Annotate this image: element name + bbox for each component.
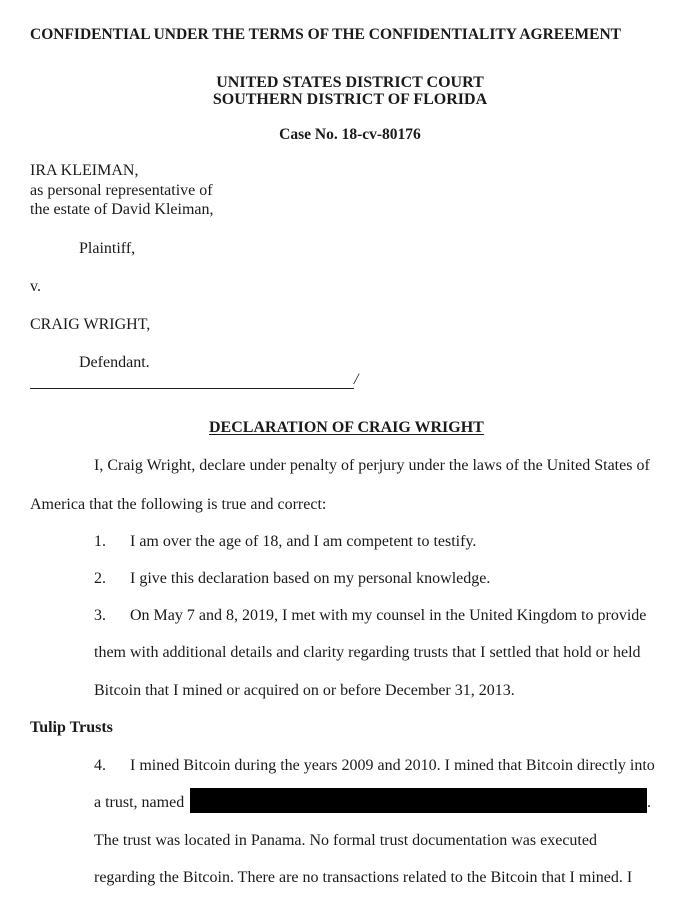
plaintiff-name: IRA KLEIMAN, bbox=[30, 162, 139, 179]
court-name-line1: UNITED STATES DISTRICT COURT bbox=[216, 74, 484, 91]
item-text-period: . bbox=[647, 794, 651, 811]
item-number: 4. bbox=[94, 757, 106, 774]
intro-line2: America that the following is true and correct: bbox=[30, 496, 327, 513]
plaintiff-description-line2: the estate of David Kleiman, bbox=[30, 201, 214, 218]
court-name-line2: SOUTHERN DISTRICT OF FLORIDA bbox=[212, 91, 488, 108]
redaction-box bbox=[190, 788, 647, 813]
item-text: I mined Bitcoin during the years 2009 and 2010. I mined that Bitcoin directly into bbox=[130, 757, 655, 774]
versus: v. bbox=[30, 278, 41, 295]
plaintiff-role: Plaintiff, bbox=[79, 240, 136, 257]
plaintiff-description-line1: as personal representative of bbox=[30, 182, 213, 199]
item-text: I give this declaration based on my personal knowledge. bbox=[130, 570, 491, 587]
defendant-name: CRAIG WRIGHT, bbox=[30, 316, 151, 333]
item-text-continued: Bitcoin that I mined or acquired on or before December 31, 2013. bbox=[94, 682, 515, 699]
caption-rule bbox=[30, 388, 354, 389]
item-number: 2. bbox=[94, 570, 106, 587]
item-text-continued: them with additional details and clarity regarding trusts that I settled that hold or held bbox=[94, 644, 641, 661]
section-heading-tulip-trusts: Tulip Trusts bbox=[30, 719, 113, 736]
item-number: 3. bbox=[94, 607, 106, 624]
case-number: Case No. 18-cv-80176 bbox=[279, 126, 421, 143]
item-text: I am over the age of 18, and I am competent to testify. bbox=[130, 533, 477, 550]
item-text: On May 7 and 8, 2019, I met with my counsel in the United Kingdom to provide bbox=[130, 607, 647, 624]
intro-line1: I, Craig Wright, declare under penalty of perjury under the laws of the United States of bbox=[94, 457, 650, 474]
defendant-role: Defendant. bbox=[79, 354, 150, 371]
item-text-continued: a trust, named bbox=[94, 794, 185, 811]
item-text-continued: regarding the Bitcoin. There are no transactions related to the Bitcoin that I mined. I bbox=[94, 869, 633, 886]
item-text-continued: The trust was located in Panama. No formal trust documentation was executed bbox=[94, 832, 597, 849]
item-number: 1. bbox=[94, 533, 106, 550]
confidentiality-header: CONFIDENTIAL UNDER THE TERMS OF THE CONFIDENTIALITY AGREEMENT bbox=[30, 26, 621, 43]
declaration-title: DECLARATION OF CRAIG WRIGHT bbox=[209, 419, 484, 436]
caption-slash: / bbox=[354, 371, 359, 388]
